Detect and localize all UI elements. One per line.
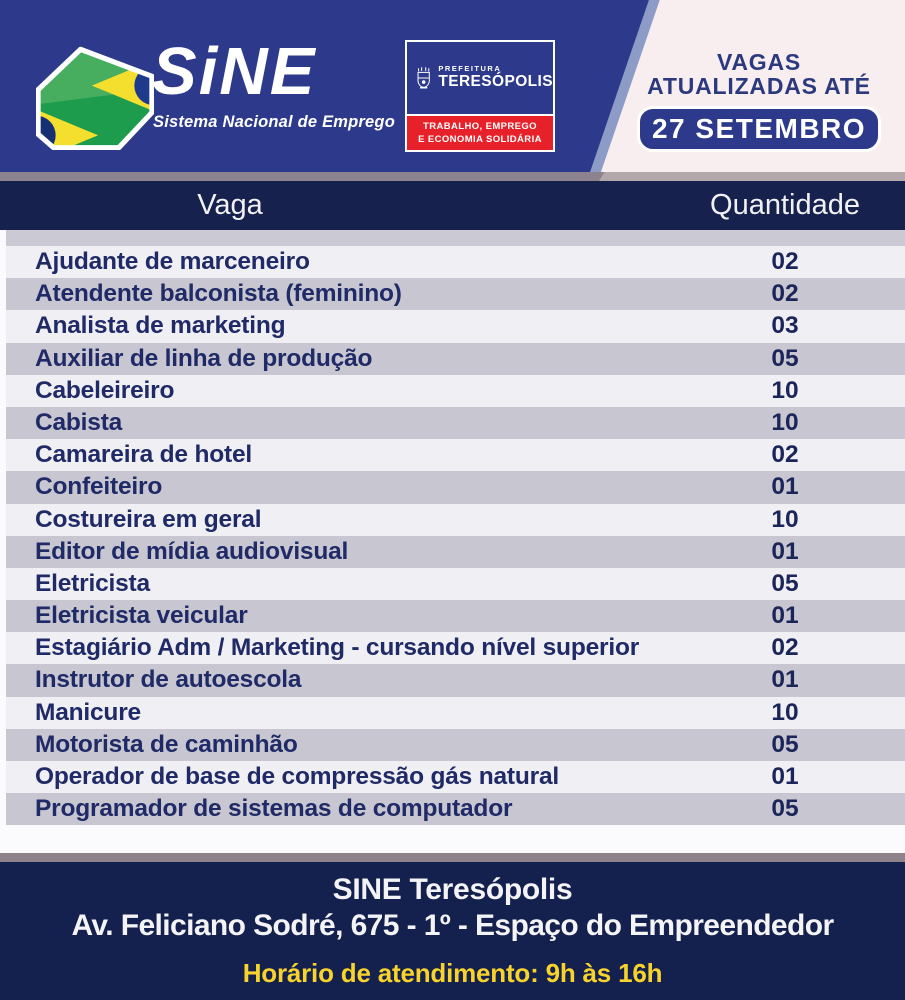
job-title: Programador de sistemas de computador — [35, 795, 513, 823]
job-quantity: 05 — [771, 344, 799, 372]
footer-address: Av. Feliciano Sodré, 675 - 1º - Espaço do Empreendedor — [71, 909, 834, 942]
footer-title: SINE Teresópolis — [332, 873, 573, 906]
job-quantity: 10 — [771, 505, 799, 533]
prefeitura-logo-top — [407, 42, 553, 114]
department-line2: E ECONOMIA SOLIDÁRIA — [418, 134, 542, 145]
separator-strip-bottom — [0, 853, 905, 862]
table-row — [6, 471, 905, 503]
column-header-quantidade: Quantidade — [710, 189, 860, 221]
job-quantity: 05 — [771, 795, 799, 823]
job-title: Analista de marketing — [35, 312, 286, 340]
sine-logo-icon — [36, 46, 154, 150]
table-row — [6, 278, 905, 310]
sine-wordmark: SiNE — [152, 34, 317, 109]
job-quantity: 01 — [771, 763, 799, 790]
job-title: Confeiteiro — [35, 473, 163, 501]
job-quantity: 10 — [771, 408, 799, 436]
job-quantity: 10 — [771, 376, 799, 404]
job-title: Cabeleireiro — [35, 376, 175, 404]
prefeitura-name-block — [438, 65, 553, 91]
table-row — [6, 246, 905, 278]
footer-hours: Horário de atendimento: 9h às 16h — [242, 958, 663, 988]
job-quantity: 01 — [771, 537, 799, 565]
job-quantity: 01 — [771, 473, 799, 501]
job-quantity: 10 — [771, 698, 799, 726]
job-table-body — [0, 246, 905, 825]
table-subheader-strip — [6, 230, 905, 246]
department-line1: TRABALHO, EMPREGO — [423, 120, 537, 132]
prefeitura-department-badge — [407, 114, 553, 150]
job-title: Costureira em geral — [35, 505, 262, 533]
table-row — [6, 600, 905, 632]
job-quantity: 02 — [771, 634, 799, 662]
sine-tagline: Sistema Nacional de Emprego — [153, 113, 395, 131]
job-quantity: 02 — [771, 280, 799, 308]
job-title: Ajudante de marceneiro — [35, 248, 310, 275]
job-title: Camareira de hotel — [35, 441, 252, 469]
job-title: Operador de base de compressão gás natural — [35, 763, 559, 790]
table-row — [6, 407, 905, 439]
table-row — [6, 536, 905, 568]
separator-strip-top — [0, 172, 905, 181]
prefeitura-city-name: TERESÓPOLIS — [438, 73, 553, 91]
job-title: Editor de mídia audiovisual — [35, 537, 349, 565]
job-title: Atendente balconista (feminino) — [35, 280, 402, 308]
table-row — [6, 504, 905, 536]
job-quantity: 03 — [771, 312, 799, 340]
update-notice-line1: VAGAS — [716, 49, 802, 75]
update-notice — [635, 50, 883, 152]
job-title: Auxiliar de linha de produção — [35, 344, 373, 372]
footer-banner — [0, 862, 905, 1000]
prefeitura-logo — [405, 40, 555, 152]
job-title: Instrutor de autoescola — [35, 666, 302, 694]
update-date-badge: 27 SETEMBRO — [637, 106, 881, 152]
job-quantity: 02 — [771, 441, 799, 469]
column-header-vaga: Vaga — [197, 189, 263, 221]
job-quantity: 05 — [771, 569, 799, 597]
table-row — [6, 697, 905, 729]
job-title: Manicure — [35, 698, 141, 726]
table-row — [6, 568, 905, 600]
prefeitura-small-label: PREFEITURA — [438, 63, 502, 73]
coat-of-arms-icon — [416, 57, 431, 99]
job-title: Eletricista veicular — [35, 602, 248, 630]
table-row — [6, 375, 905, 407]
job-quantity: 01 — [771, 666, 799, 694]
table-row — [6, 761, 905, 793]
table-row — [6, 793, 905, 825]
job-quantity: 02 — [771, 248, 799, 275]
job-title: Cabista — [35, 408, 123, 436]
table-row — [6, 729, 905, 761]
table-row — [6, 310, 905, 342]
table-row — [6, 632, 905, 664]
table-row — [6, 664, 905, 696]
job-title: Motorista de caminhão — [35, 730, 298, 758]
update-notice-line2: ATUALIZADAS ATÉ — [647, 73, 871, 100]
header-banner — [0, 0, 905, 172]
table-row — [6, 439, 905, 471]
job-quantity: 01 — [771, 602, 799, 630]
job-table — [0, 230, 905, 853]
table-header — [0, 181, 905, 230]
job-quantity: 05 — [771, 730, 799, 758]
job-title: Estagiário Adm / Marketing - cursando nível superior — [35, 634, 640, 662]
job-title: Eletricista — [35, 569, 150, 597]
separator-strip-top-dark — [0, 172, 905, 181]
table-row — [6, 343, 905, 375]
